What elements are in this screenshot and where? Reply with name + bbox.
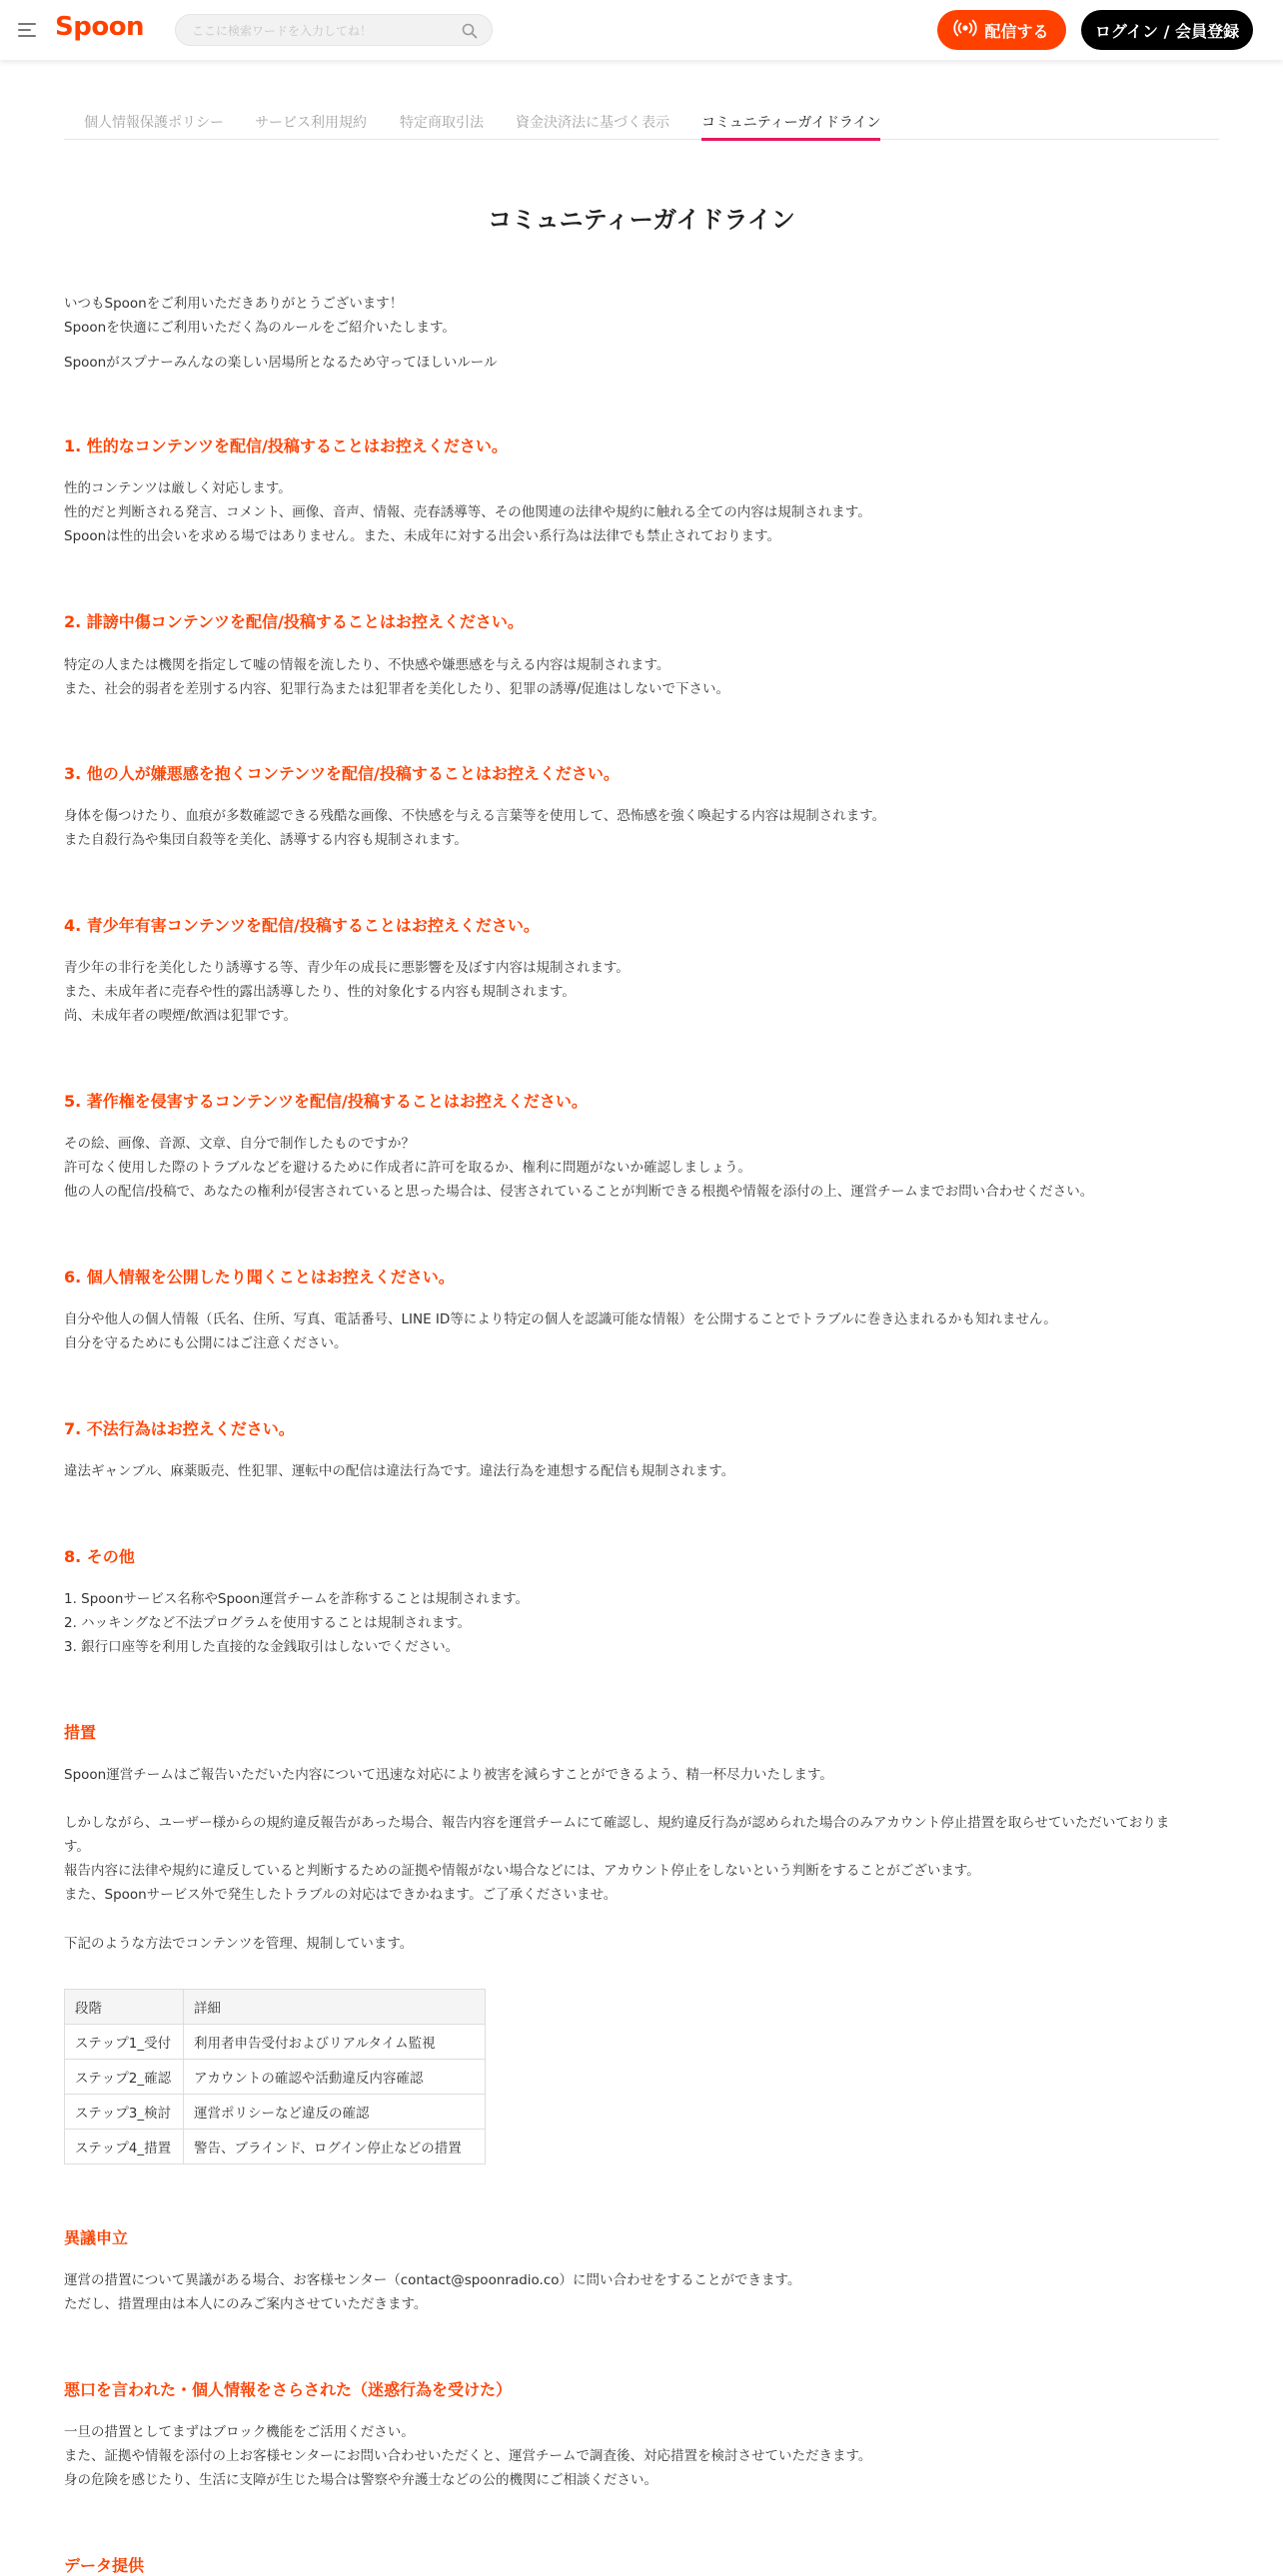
table-cell: ステップ1_受付 xyxy=(65,2025,184,2060)
table-cell: 警告、ブラインド、ログイン停止などの措置 xyxy=(184,2130,486,2164)
table-header: 段階 xyxy=(65,1990,184,2025)
section-line: 青少年の非行を美化したり誘導する等、青少年の成長に悪影響を及ぼす内容は規制されます。 xyxy=(64,960,630,976)
section-line: 身体を傷つけたり、血痕が多数確認できる残酷な画像、不快感を与える言葉等を使用して、恐怖感を強く喚起する内容は規制されます。 xyxy=(64,808,886,824)
header xyxy=(0,0,1283,60)
section-line: また自殺行為や集団自殺等を美化、誘導する内容も規制されます。 xyxy=(64,832,468,848)
section-line: 尚、未成年者の喫煙/飲酒は犯罪です。 xyxy=(64,1008,297,1024)
measures-line: しかしながら、ユーザー様からの規約違反報告があった場合、報告内容を運営チームにて確認し、規約違反行為が認められた場合のみアカウント停止措置を取らせていただいておりま xyxy=(64,1815,1170,1831)
tab-terms-of-service[interactable]: サービス利用規約 xyxy=(255,115,367,131)
section-body xyxy=(64,956,1223,1028)
section-body xyxy=(64,653,1223,701)
measures-line: 報告内容に法律や規約に違反していると判断するための証拠や情報がない場合などには、アカウント停止をしないという判断をすることがございます。 xyxy=(64,1863,980,1879)
list-item: 1. Spoonサービス名称やSpoon運営チームを詐称することは規制されます。 xyxy=(64,1591,530,1607)
section-heading: 悪口を言われた・個人情報をさらされた（迷惑行為を受けた） xyxy=(64,2380,513,2399)
table-cell: 運営ポリシーなど違反の確認 xyxy=(184,2095,486,2130)
section-body xyxy=(64,1587,1223,1659)
table-cell: ステップ3_検討 xyxy=(65,2095,184,2130)
table-row xyxy=(65,2130,486,2164)
tab-payment-services-act[interactable]: 資金決済法に基づく表示 xyxy=(516,115,669,131)
table-cell: アカウントの確認や活動違反内容確認 xyxy=(184,2060,486,2095)
section-line: また、社会的弱者を差別する内容、犯罪行為または犯罪者を美化したり、犯罪の誘導/促進はしないで下さい。 xyxy=(64,681,730,697)
section-heading: 8. その他 xyxy=(64,1547,135,1566)
section-line: 性的コンテンツは厳しく対応します。 xyxy=(64,480,292,496)
harassment-body xyxy=(64,2420,1223,2492)
table-row xyxy=(65,2060,486,2095)
harassment-line: また、証拠や情報を添付の上お客様センターにお問い合わせいただくと、運営チームで調査後、対応措置を検討させていただきます。 xyxy=(64,2448,872,2464)
tab-specified-commercial-transactions[interactable]: 特定商取引法 xyxy=(400,115,484,131)
broadcast-icon xyxy=(954,19,976,41)
table-cell: 利用者申告受付およびリアルタイム監視 xyxy=(184,2025,486,2060)
objection-body xyxy=(64,2268,1223,2316)
section-heading: データ提供 xyxy=(64,2556,145,2575)
measures-body xyxy=(64,1811,1223,1907)
section-line: 他の人の配信/投稿で、あなたの権利が侵害されていると思った場合は、侵害されていることが判断できる根拠や情報を添付の上、運営チームまでお問い合わせください。 xyxy=(64,1184,1094,1200)
section-heading: 措置 xyxy=(64,1723,97,1742)
search-bar xyxy=(175,14,493,46)
section-line: 違法ギャンブル、麻薬販売、性犯罪、運転中の配信は違法行為です。違法行為を連想する配信も規制されます。 xyxy=(64,1463,735,1479)
section-heading: 1. 性的なコンテンツを配信/投稿することはお控えください。 xyxy=(64,436,508,455)
section-line: Spoonは性的出会いを求める場ではありません。また、未成年に対する出会い系行為は法律でも禁止されております。 xyxy=(64,528,780,544)
section-line: 自分を守るためにも公開にはご注意ください。 xyxy=(64,1335,348,1351)
measures-line: また、Spoonサービス外で発生したトラブルの対応はできかねます。ご了承くださいませ。 xyxy=(64,1887,618,1903)
section-body xyxy=(64,1307,1223,1355)
live-broadcast-button[interactable] xyxy=(937,10,1066,50)
section-body xyxy=(64,476,1223,548)
search-input[interactable] xyxy=(192,21,442,41)
section-body xyxy=(64,804,1223,852)
search-icon[interactable] xyxy=(462,23,478,39)
objection-line: ただし、措置理由は本人にのみご案内させていただきます。 xyxy=(64,2296,428,2312)
section-heading: 5. 著作権を侵害するコンテンツを配信/投稿することはお控えください。 xyxy=(64,1092,588,1111)
section-heading: 異議申立 xyxy=(64,2228,129,2247)
table-cell: ステップ4_措置 xyxy=(65,2130,184,2164)
measures-intro: Spoon運営チームはご報告いただいた内容について迅速な対応により被害を減らすことができるよう、精一杯尽力いたします。 xyxy=(64,1767,833,1783)
table-cell: ステップ2_確認 xyxy=(65,2060,184,2095)
tab-privacy-policy[interactable]: 個人情報保護ポリシー xyxy=(84,115,224,131)
menu-icon[interactable] xyxy=(18,21,38,39)
intro-line: Spoonを快適にご利用いただく為のルールをご紹介いたします。 xyxy=(64,320,456,336)
section-body xyxy=(64,1459,1223,1483)
page-title: コミュニティーガイドライン xyxy=(488,206,795,234)
table-row xyxy=(65,2095,486,2130)
section-line: 自分や他人の個人情報（氏名、住所、写真、電話番号、LINE ID等により特定の個人を認識可能な情報）を公開することでトラブルに巻き込まれるかも知れません。 xyxy=(64,1311,1057,1327)
table-row xyxy=(65,2025,486,2060)
section-line: その絵、画像、音源、文章、自分で制作したものですか？ xyxy=(64,1136,415,1152)
list-item: 2. ハッキングなど不法プログラムを使用することは規制されます。 xyxy=(64,1615,472,1631)
tab-community-guidelines[interactable]: コミュニティーガイドライン xyxy=(701,112,880,140)
table-header: 詳細 xyxy=(184,1990,486,2025)
measures-line: す。 xyxy=(64,1839,90,1855)
section-line: また、未成年者に売春や性的露出誘導したり、性的対象化する内容も規制されます。 xyxy=(64,984,576,1000)
measures-table-intro: 下記のような方法でコンテンツを管理、規制しています。 xyxy=(64,1936,414,1952)
harassment-line: 身の危険を感じたり、生活に支障が生じた場合は警察や弁護士などの公的機関にご相談ください。 xyxy=(64,2472,657,2488)
objection-line: 運営の措置について異議がある場合、お客様センター（contact@spoonradio.co）に問い合わせをすることができます。 xyxy=(64,2272,801,2288)
spoon-logo[interactable]: Spoon xyxy=(55,12,145,42)
steps-table xyxy=(64,1989,486,2164)
section-heading: 4. 青少年有害コンテンツを配信/投稿することはお控えください。 xyxy=(64,916,540,935)
section-heading: 2. 誹謗中傷コンテンツを配信/投稿することはお控えください。 xyxy=(64,612,524,631)
login-register-button[interactable]: ログイン / 会員登録 xyxy=(1081,10,1253,50)
live-button-label: 配信する xyxy=(984,21,1049,41)
intro-text xyxy=(64,292,1223,340)
section-body xyxy=(64,1132,1223,1204)
intro-line: いつもSpoonをご利用いただきありがとうございます！ xyxy=(64,296,404,312)
harassment-line: 一旦の措置としてまずはブロック機能をご活用ください。 xyxy=(64,2424,415,2440)
section-heading: 6. 個人情報を公開したり聞くことはお控えください。 xyxy=(64,1268,455,1287)
section-heading: 3. 他の人が嫌悪感を抱くコンテンツを配信/投稿することはお控えください。 xyxy=(64,764,620,783)
table-header-row xyxy=(65,1990,486,2025)
section-heading: 7. 不法行為はお控えください。 xyxy=(64,1419,295,1438)
list-item: 3. 銀行口座等を利用した直接的な金銭取引はしないでください。 xyxy=(64,1639,460,1655)
section-line: 特定の人または機関を指定して嘘の情報を流したり、不快感や嫌悪感を与える内容は規制されます。 xyxy=(64,657,670,673)
section-line: 性的だと判断される発言、コメント、画像、音声、情報、売春誘導等、その他関連の法律や規約に触れる全ての内容は規制されます。 xyxy=(64,504,871,520)
section-line: 許可なく使用した際のトラブルなどを避けるために作成者に許可を取るか、権利に問題がないか確認しましょう。 xyxy=(64,1160,751,1176)
intro-lead: Spoonがスプナーみんなの楽しい居場所となるため守ってほしいルール xyxy=(64,355,498,371)
policy-tabs xyxy=(64,104,1219,140)
